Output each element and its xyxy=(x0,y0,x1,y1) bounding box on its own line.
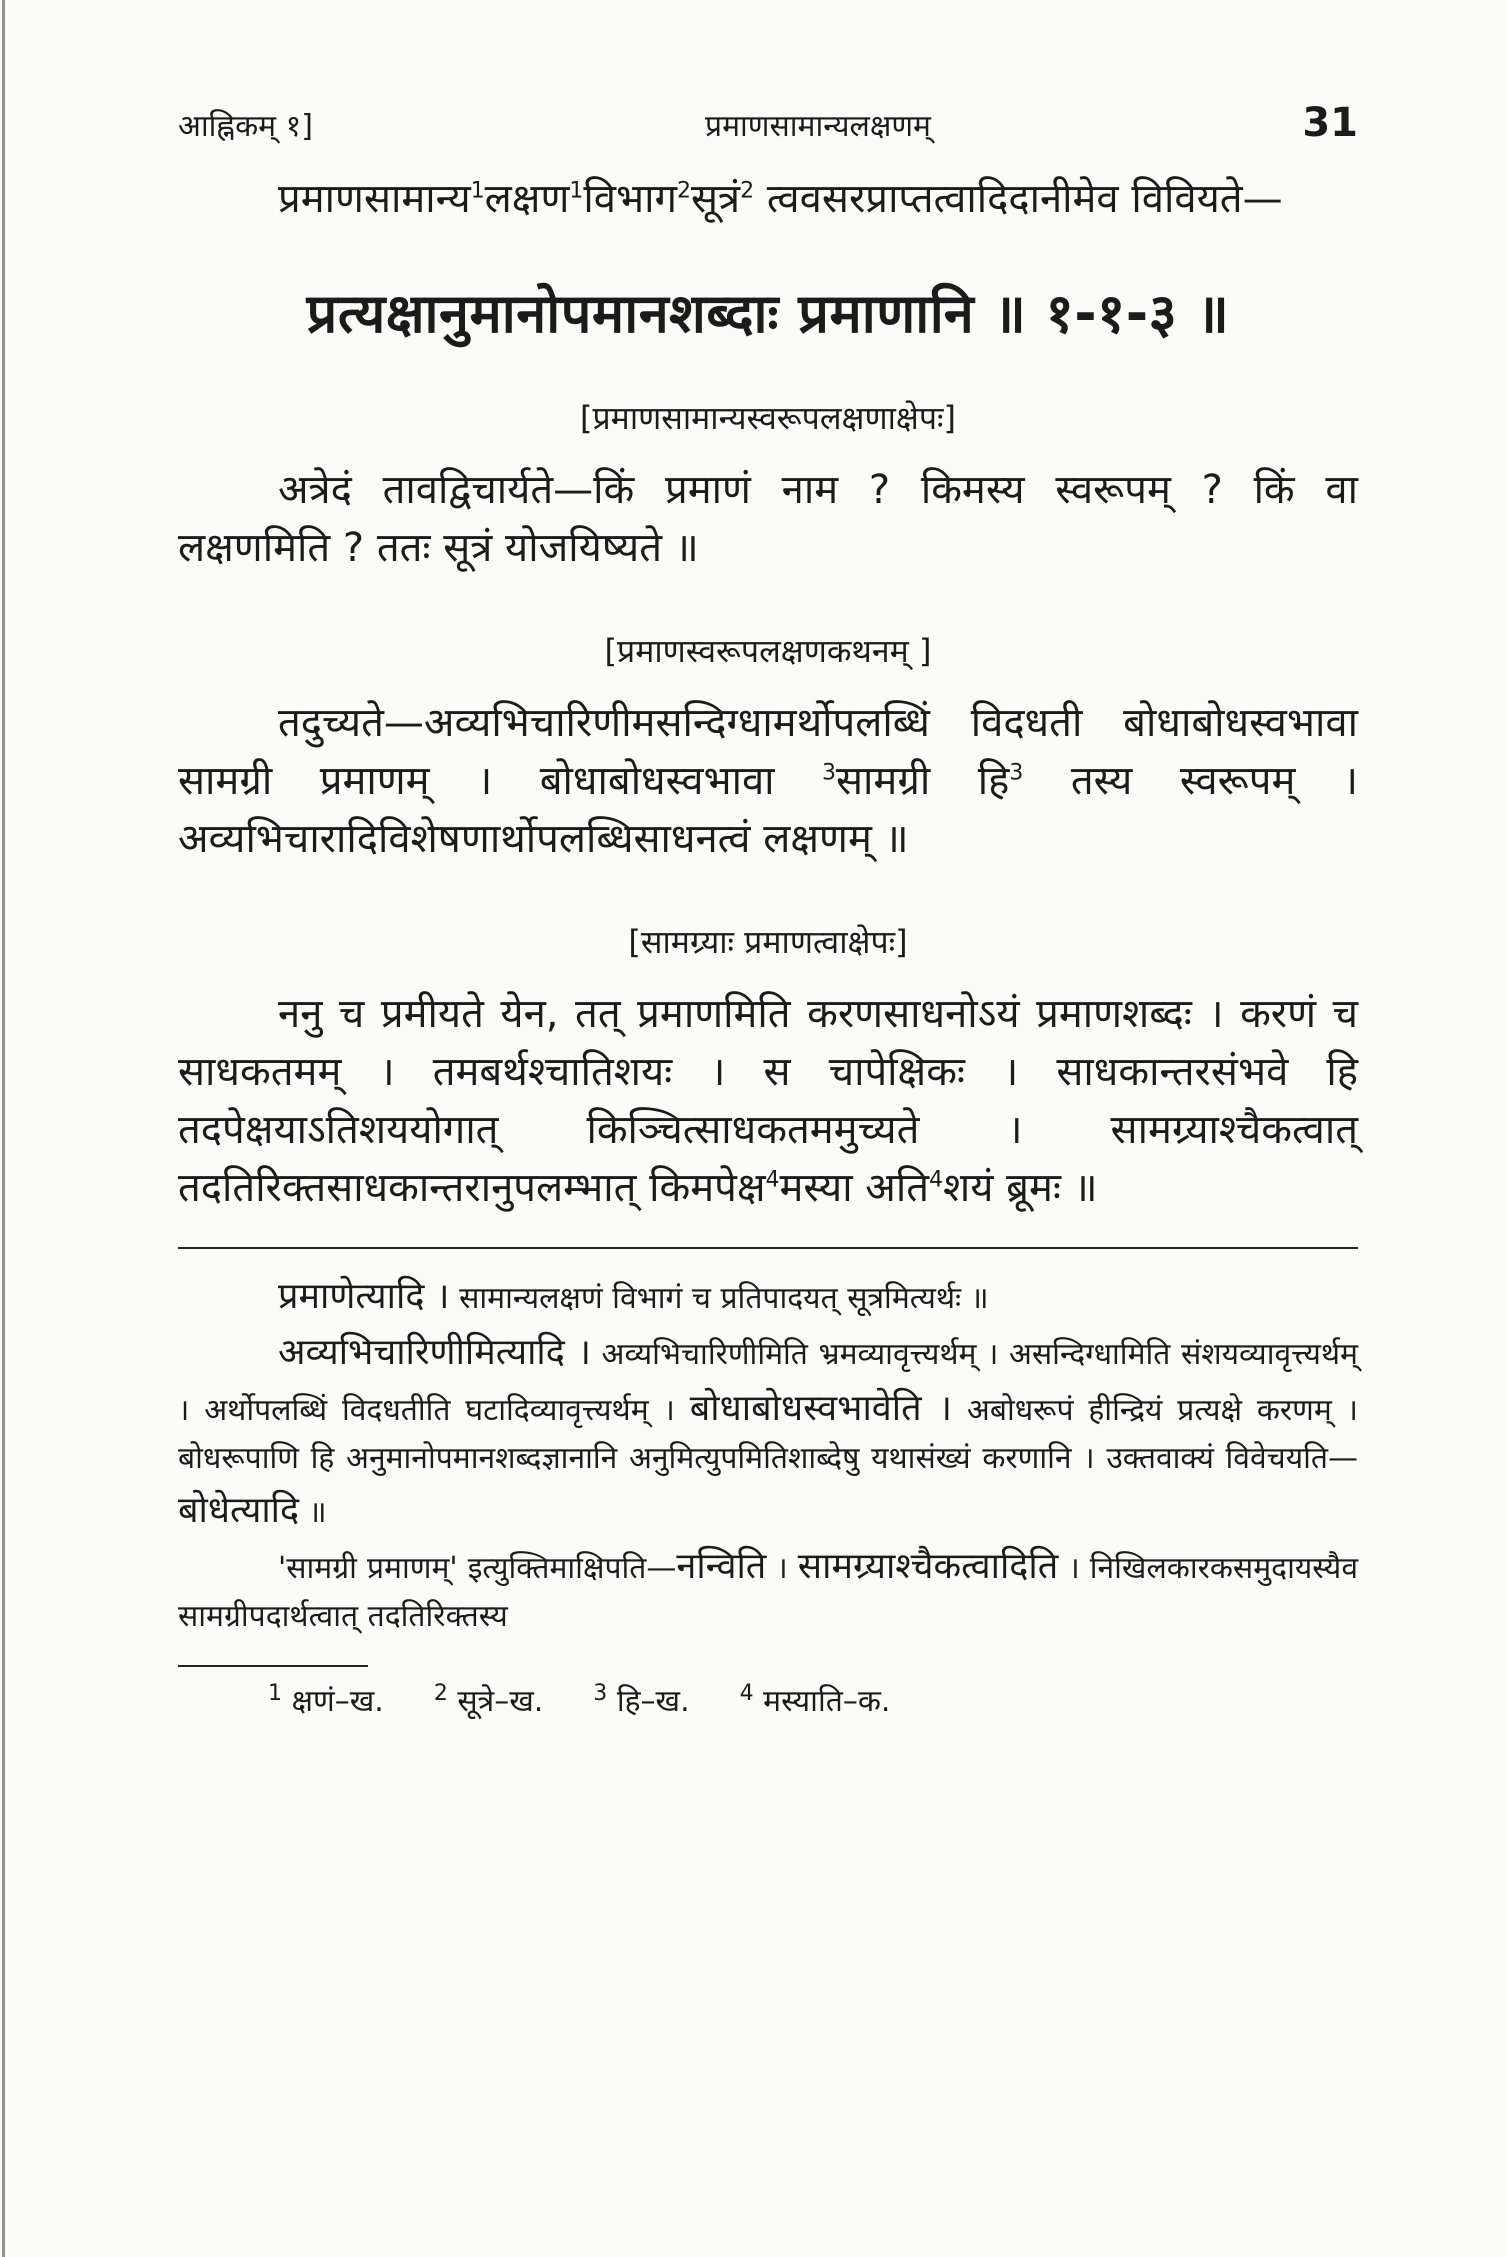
section-heading-2: [प्रमाणस्वरूपलक्षणकथनम् ] xyxy=(604,632,932,670)
sutra-text: प्रत्यक्षानुमानोपमानशब्दाः प्रमाणानि ॥ १-१-३ ॥ xyxy=(306,282,1230,345)
binding-edge xyxy=(2,0,5,2257)
header-title: प्रमाणसामान्यलक्षणम् xyxy=(705,109,931,144)
page-number: 31 xyxy=(1302,100,1358,146)
variant-3: $^3$ हि–ख. xyxy=(593,1680,690,1719)
variant-1: $^1$ क्षणं–ख. xyxy=(268,1680,384,1719)
paragraph-3: ननु च प्रमीयते येन, तत् प्रमाणमिति करणसाधनोऽयं प्रमाणशब्दः । करणं च साधकतमम् । तमबर्थश्चातिशयः । स चापेक्षिकः । साधकान्तरसंभवे हि तदपेक्षयाऽतिशययोगात् किञ्चित्साधकतममुच्यते । सामग्र्याश्चैकत्वात् तदतिरिक्तसाधकान्तरानुपलम्भात् किमपेक्ष$^4$मस्या अति$^4$शयं ब्रूमः ॥ xyxy=(178,991,1358,1211)
variant-2: $^2$ सूत्रे–ख. xyxy=(433,1680,544,1719)
section-heading-3: [सामग्र्याः प्रमाणत्वाक्षेपः] xyxy=(628,923,908,961)
commentary-2: अव्यभिचारिणीमित्यादि । अव्यभिचारिणीमिति भ्रमव्यावृत्त्यर्थम् । असन्दिग्धामिति संशयव्यावृत्त्यर्थम् । अर्थोपलब्धिं विदधतीति घटादिव्यावृत्त्यर्थम् । बोधाबोधस्वभावेति । अबोधरूपं हीन्द्रियं प्रत्यक्षे करणम् । बोधरूपाणि हि अनुमानोपमानशब्दज्ञानानि अनुमित्युपमितिशाब्देषु यथासंख्यं करणानि । उक्तवाक्यं विवेचयति—बोधेत्यादि ॥ xyxy=(178,1331,1359,1531)
paragraph-2: तदुच्यते—अव्यभिचारिणीमसन्दिग्धामर्थोपलब्धिं विदधती बोधाबोधस्वभावा सामग्री प्रमाणम् । बोधाबोधस्वभावा $^3$सामग्री हि$^3$ तस्य स्वरूपम् । अव्यभिचारादिविशेषणार्थोपलब्धिसाधनत्वं लक्षणम् ॥ xyxy=(178,700,1359,862)
variant-4: $^4$ मस्याति–क. xyxy=(739,1680,891,1719)
section-heading-1: [प्रमाणसामान्यस्वरूपलक्षणाक्षेपः] xyxy=(579,399,956,437)
running-header xyxy=(178,100,1358,146)
header-chapter: आह्निकम् १] xyxy=(178,109,313,144)
variant-readings xyxy=(178,1679,1358,1720)
paragraph-1: अत्रेदं तावद्विचार्यते—किं प्रमाणं नाम ? किमस्य स्वरूपम् ? किं वा लक्षणमिति ? ततः सूत्रं योजयिष्यते ॥ xyxy=(178,467,1358,571)
intro-paragraph: प्रमाणसामान्य$^1$लक्षण$^1$विभाग$^2$सूत्रं$^2$ त्ववसरप्राप्तत्वादिदानीमेव विवियते— xyxy=(278,176,1283,222)
footnote-divider xyxy=(178,1665,368,1667)
commentary-1: प्रमाणेत्यादि । सामान्यलक्षणं विभागं च प्रतिपादयत् सूत्रमित्यर्थः ॥ xyxy=(278,1276,989,1317)
commentary-divider xyxy=(178,1247,1358,1249)
commentary-3: 'सामग्री प्रमाणम्' इत्युक्तिमाक्षिपति—नन्विति । सामग्र्याश्चैकत्वादिति । निखिलकारकसमुदायस्यैव सामग्रीपदार्थत्वात् तदतिरिक्तस्य xyxy=(178,1545,1358,1635)
page xyxy=(178,100,1358,1720)
